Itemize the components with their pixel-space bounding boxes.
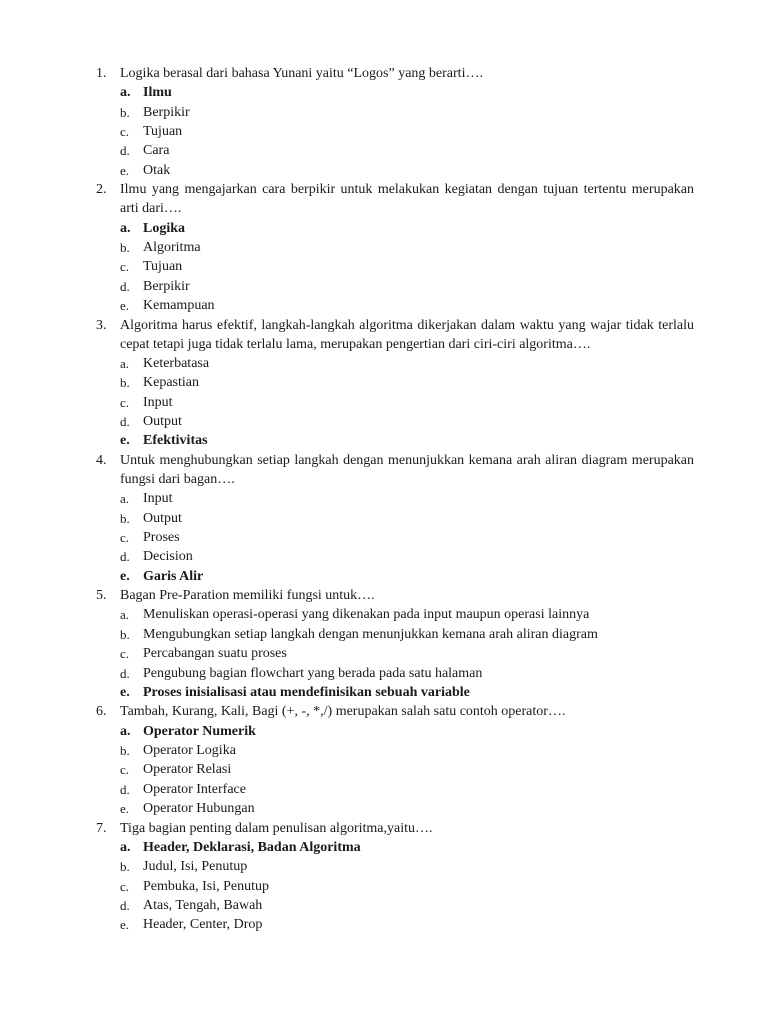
option-letter: d. xyxy=(120,414,130,430)
question-text: Tiga bagian penting dalam penulisan algoritma,yaitu…. xyxy=(120,820,433,836)
option-letter: c. xyxy=(120,259,130,275)
option-letter: b. xyxy=(120,104,130,120)
question-list xyxy=(0,64,768,935)
option-letter: e. xyxy=(120,917,130,933)
option-text: Operator Numerik xyxy=(143,723,256,739)
option-letter: a. xyxy=(120,220,131,236)
option-letter: e. xyxy=(120,568,130,584)
option-letter: d. xyxy=(120,897,130,913)
option-letter: b. xyxy=(120,510,130,526)
answer-option-correct xyxy=(0,83,768,102)
answer-option xyxy=(0,489,768,508)
option-text: Menuliskan operasi-operasi yang dikenakan pada input maupun operasi lainnya xyxy=(143,607,590,623)
answer-option-correct xyxy=(0,722,768,741)
option-list xyxy=(0,219,768,316)
question-text: Ilmu yang mengajarkan cara berpikir untuk melakukan kegiatan dengan tujuan tertentu merupakan arti dari…. xyxy=(120,182,694,217)
option-letter: b. xyxy=(120,375,130,391)
question-text: Logika berasal dari bahasa Yunani yaitu “Logos” yang berarti…. xyxy=(120,66,483,81)
option-text: Ilmu xyxy=(143,85,172,101)
option-text: Algoritma xyxy=(143,239,201,255)
option-text: Tujuan xyxy=(143,259,183,275)
option-text: Operator Logika xyxy=(143,742,236,758)
answer-option xyxy=(0,528,768,547)
option-text: Operator Interface xyxy=(143,781,246,797)
option-text: Operator Relasi xyxy=(143,762,232,778)
question-number: 6. xyxy=(96,704,107,720)
answer-option xyxy=(0,103,768,122)
option-letter: a. xyxy=(120,85,131,101)
option-text: Input xyxy=(143,491,173,507)
option-letter: c. xyxy=(120,878,130,894)
option-text: Header, Deklarasi, Badan Algoritma xyxy=(143,839,361,855)
option-list xyxy=(0,489,768,586)
option-letter: d. xyxy=(120,143,130,159)
answer-option xyxy=(0,296,768,315)
answer-option xyxy=(0,760,768,779)
option-letter: b. xyxy=(120,239,130,255)
option-letter: b. xyxy=(120,742,130,758)
question-5 xyxy=(0,586,768,702)
option-letter: c. xyxy=(120,530,130,546)
option-text: Operator Hubungan xyxy=(143,801,255,817)
option-text: Atas, Tengah, Bawah xyxy=(143,897,263,913)
option-text: Kepastian xyxy=(143,375,199,391)
answer-option-correct xyxy=(0,219,768,238)
answer-option xyxy=(0,741,768,760)
question-4 xyxy=(0,451,768,586)
answer-option xyxy=(0,393,768,412)
option-list xyxy=(0,354,768,451)
question-7 xyxy=(0,819,768,935)
question-text: Bagan Pre-Paration memiliki fungsi untuk…. xyxy=(120,588,375,604)
answer-option xyxy=(0,857,768,876)
option-list xyxy=(0,722,768,819)
answer-option xyxy=(0,799,768,818)
question-6 xyxy=(0,702,768,818)
option-text: Judul, Isi, Penutup xyxy=(143,859,248,875)
question-number: 1. xyxy=(96,66,107,81)
answer-option-correct xyxy=(0,683,768,702)
answer-option xyxy=(0,547,768,566)
answer-option xyxy=(0,161,768,180)
answer-option xyxy=(0,412,768,431)
option-letter: b. xyxy=(120,626,130,642)
option-text: Berpikir xyxy=(143,278,190,294)
answer-option xyxy=(0,122,768,141)
option-text: Mengubungkan setiap langkah dengan menunjukkan kemana arah aliran diagram xyxy=(143,626,598,642)
option-text: Otak xyxy=(143,162,171,178)
option-list xyxy=(0,605,768,702)
option-letter: a. xyxy=(120,355,130,371)
question-3 xyxy=(0,316,768,451)
question-number: 2. xyxy=(96,182,107,198)
option-letter: d. xyxy=(120,665,130,681)
question-number: 4. xyxy=(96,452,107,468)
option-text: Pengubung bagian flowchart yang berada pada satu halaman xyxy=(143,665,483,681)
answer-option-correct xyxy=(0,431,768,450)
question-number: 3. xyxy=(96,317,107,333)
option-text: Pembuka, Isi, Penutup xyxy=(143,878,269,894)
answer-option xyxy=(0,915,768,934)
option-letter: e. xyxy=(120,298,130,314)
answer-option xyxy=(0,373,768,392)
option-text: Decision xyxy=(143,549,193,565)
option-text: Kemampuan xyxy=(143,298,215,314)
option-text: Input xyxy=(143,394,173,410)
option-letter: e. xyxy=(120,685,130,700)
option-text: Tujuan xyxy=(143,123,183,139)
option-letter: a. xyxy=(120,723,131,739)
question-number: 5. xyxy=(96,588,107,604)
option-letter: a. xyxy=(120,839,131,855)
option-text: Percabangan suatu proses xyxy=(143,646,287,662)
option-text: Header, Center, Drop xyxy=(143,917,263,933)
option-text: Proses xyxy=(143,530,180,546)
option-letter: c. xyxy=(120,762,130,778)
answer-option-correct xyxy=(0,567,768,586)
answer-option xyxy=(0,141,768,160)
option-text: Logika xyxy=(143,220,186,236)
answer-option xyxy=(0,664,768,683)
option-text: Keterbatasa xyxy=(143,355,210,371)
option-letter: d. xyxy=(120,278,130,294)
option-text: Output xyxy=(143,414,182,430)
question-text: Algoritma harus efektif, langkah-langkah algoritma dikerjakan dalam waktu yang wajar tidak terlalu cepat tetapi juga tidak terlalu lama, merupakan pengertian dari ciri-ciri algoritma…. xyxy=(120,317,694,352)
option-letter: a. xyxy=(120,607,130,623)
answer-option xyxy=(0,877,768,896)
question-text: Untuk menghubungkan setiap langkah dengan menunjukkan kemana arah aliran diagram merupakan fungsi dari bagan…. xyxy=(120,452,694,488)
option-text: Berpikir xyxy=(143,104,190,120)
question-1 xyxy=(0,64,768,180)
option-text: Cara xyxy=(143,143,170,159)
option-letter: c. xyxy=(120,646,130,662)
option-letter: b. xyxy=(120,859,130,875)
question-2 xyxy=(0,180,768,315)
option-letter: e. xyxy=(120,433,130,449)
option-letter: d. xyxy=(120,549,130,565)
answer-option xyxy=(0,644,768,663)
option-letter: e. xyxy=(120,162,130,178)
option-letter: e. xyxy=(120,801,130,817)
option-text: Proses inisialisasi atau mendefinisikan sebuah variable xyxy=(143,685,470,700)
answer-option xyxy=(0,605,768,624)
option-text: Output xyxy=(143,510,182,526)
answer-option xyxy=(0,277,768,296)
answer-option xyxy=(0,625,768,644)
question-text: Tambah, Kurang, Kali, Bagi (+, -, *,/) merupakan salah satu contoh operator…. xyxy=(120,704,566,720)
answer-option-correct xyxy=(0,838,768,857)
option-letter: c. xyxy=(120,123,130,139)
document-page xyxy=(0,64,768,935)
answer-option xyxy=(0,896,768,915)
question-number: 7. xyxy=(96,820,107,836)
answer-option xyxy=(0,780,768,799)
answer-option xyxy=(0,354,768,373)
option-letter: a. xyxy=(120,491,130,507)
option-text: Garis Alir xyxy=(143,568,204,584)
answer-option xyxy=(0,257,768,276)
option-list xyxy=(0,838,768,935)
option-text: Efektivitas xyxy=(143,433,208,449)
option-letter: c. xyxy=(120,394,130,410)
option-list xyxy=(0,83,768,180)
answer-option xyxy=(0,509,768,528)
answer-option xyxy=(0,238,768,257)
option-letter: d. xyxy=(120,781,130,797)
